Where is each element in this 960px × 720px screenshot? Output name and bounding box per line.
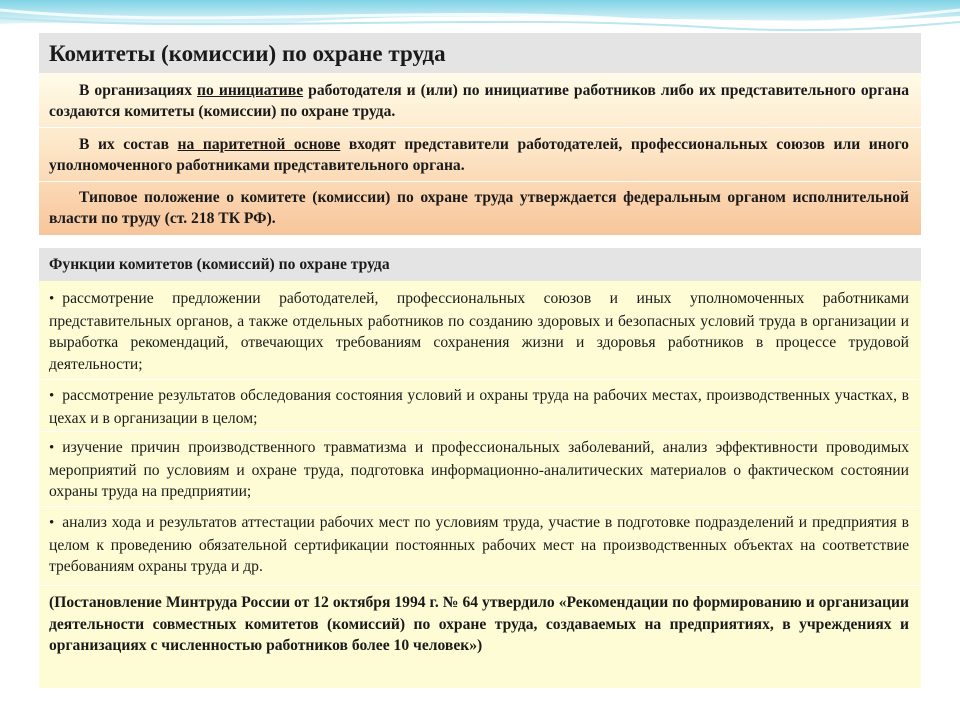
item-text: рассмотрение предложении работодателей, профессиональных союзов и иных уполномоченных работниками представительных органов, а также отдельных работников по созданию здоровых и безопасных условий труда в организации и выработка рекомендаций, отвечающих требованиям сохранения жизни и здоровья работников в процессе трудовой деятельности; <box>49 290 909 373</box>
text: В их состав <box>79 136 178 153</box>
text: Типовое положение о комитете (комиссии) по охране труда утверждается федеральным органом исполнительной власти по труду (ст. 218 ТК РФ). <box>49 189 909 227</box>
committees-section <box>39 33 921 235</box>
divider <box>39 127 921 128</box>
paragraph-composition <box>49 134 909 176</box>
bullet-icon: • <box>49 388 55 404</box>
paragraph-initiative <box>49 80 909 122</box>
divider <box>39 379 921 380</box>
divider <box>39 181 921 182</box>
bullet-icon: • <box>49 440 55 456</box>
list-item <box>49 437 909 503</box>
divider <box>39 585 921 586</box>
bullet-icon: • <box>49 515 55 531</box>
list-item <box>49 385 909 429</box>
text: работодателя и (или) по инициативе работников либо их представительного органа создаются комитеты (комиссии) по охране труда. <box>49 82 910 120</box>
section-title: Комитеты (комиссии) по охране труда <box>39 33 921 73</box>
bullet-icon: • <box>49 291 55 307</box>
committees-body <box>39 73 921 235</box>
item-text: рассмотрение результатов обследования состояния условий и охраны труда на рабочих местах, производственных участках, в цехах и в организации в целом; <box>49 387 909 427</box>
item-text: изучение причин производственного травматизма и профессиональных заболеваний, анализ эффективности проводимых мероприятий по условиям и охране труда, подготовка информационно-аналитических материалов о фактическом состоянии охраны труда на предприятии; <box>49 439 909 500</box>
regulation-note: (Постановление Минтруда России от 12 октября 1994 г. № 64 утвердило «Рекомендации по формированию и организации деятельности совместных комитетов (комиссий) по охране труда, создаваемых на предприятиях, в учреждениях и организациях с численностью работников более 10 человек») <box>49 594 909 654</box>
item-text: анализ хода и результатов аттестации рабочих мест по условиям труда, участие в подготовке подразделений и предприятия в целом к проведению обязательной сертификации постоянных рабочих мест на производственных объектах на соответствие требованиям охраны труда и др. <box>49 514 909 575</box>
list-item <box>49 288 909 375</box>
divider <box>39 506 921 507</box>
text: входят представители работодателей, профессиональных союзов или иного уполномоченного работниками представительного органа. <box>49 136 909 174</box>
functions-section <box>39 248 921 688</box>
paragraph-regulation <box>49 187 909 229</box>
list-item <box>49 512 909 578</box>
section-title: Функции комитетов (комиссий) по охране труда <box>39 248 921 281</box>
text: В организациях <box>79 82 198 99</box>
underlined-text: по инициативе <box>197 82 304 99</box>
divider <box>39 431 921 432</box>
underlined-text: на паритетной основе <box>177 136 341 153</box>
